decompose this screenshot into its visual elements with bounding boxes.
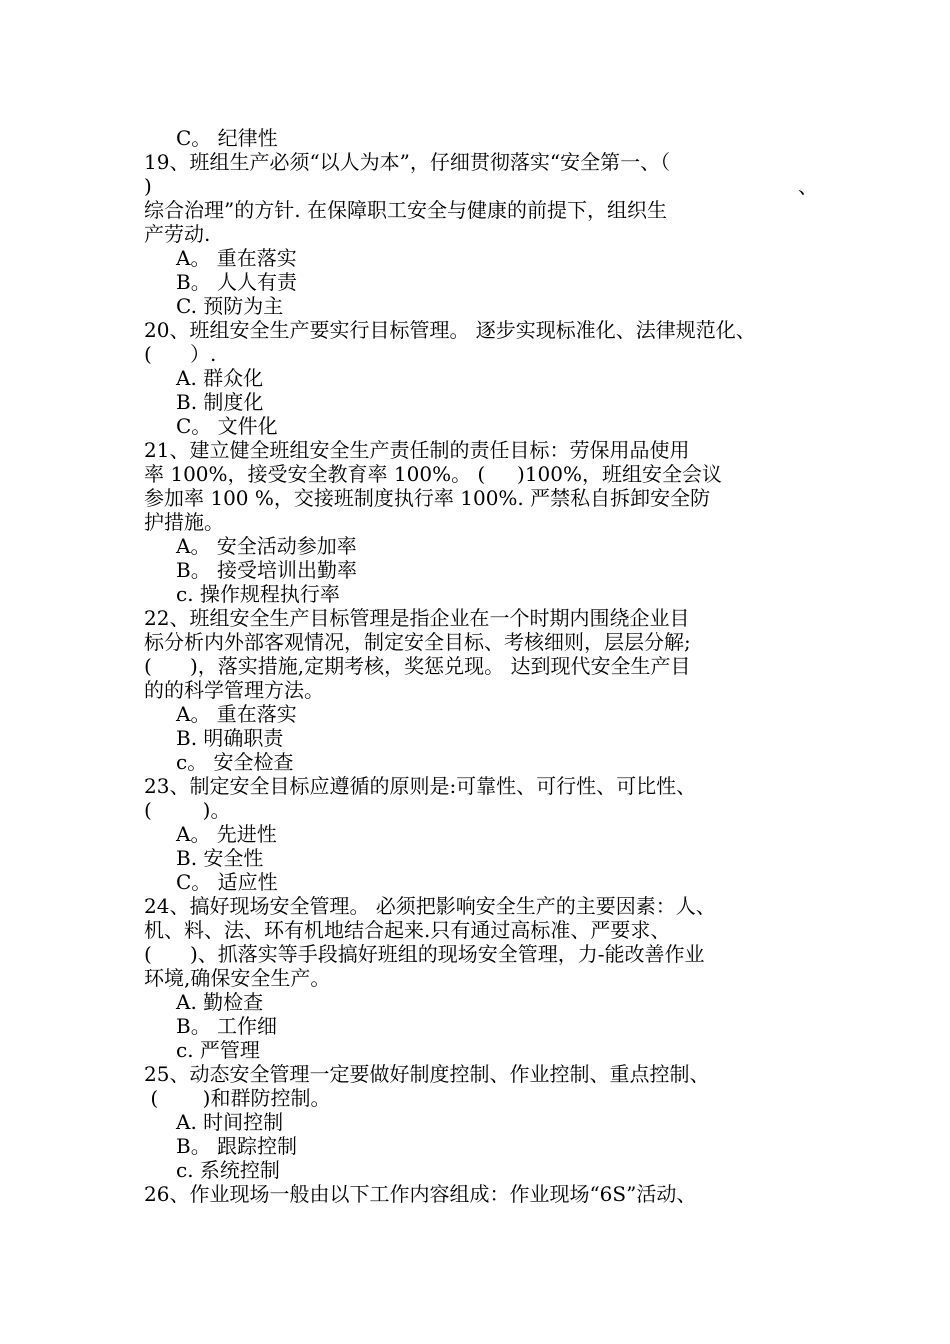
option-b: B. 明确职责 — [176, 726, 284, 750]
option-b: B. 安全性 — [176, 846, 264, 870]
question-line: 机、料、法、环有机地结合起来.只有通过高标准、严要求、 — [144, 918, 671, 942]
option-c: c。 安全检查 — [176, 750, 294, 774]
option-c: C. 预防为主 — [176, 294, 284, 318]
question-line: 综合治理”的方针. 在保障职工安全与健康的前提下，组织生 — [144, 198, 667, 222]
question-line: 产劳动. — [144, 222, 211, 246]
option-b: B。 人人有责 — [176, 270, 298, 294]
question-line: 参加率 100 %，交接班制度执行率 100%. 严禁私自拆卸安全防 — [144, 486, 711, 510]
option-a: A。 先进性 — [176, 822, 277, 846]
blank-right-mark: 、 — [798, 174, 818, 198]
option-a: A. 群众化 — [176, 366, 264, 390]
question-19-line: 19、班组生产必须“以人为本”，仔细贯彻落实“安全第一、（ — [144, 150, 671, 174]
question-line: 的的科学管理方法。 — [144, 678, 324, 702]
question-line: ( )、抓落实等手段搞好班组的现场安全管理，力-能改善作业 — [144, 942, 705, 966]
option-a: A. 勤检查 — [176, 990, 264, 1014]
question-line: ( )。 — [144, 798, 231, 822]
option-a: A。 安全活动参加率 — [176, 534, 357, 558]
question-line: ( )和群防控制。 — [144, 1086, 331, 1110]
option-c: c. 系统控制 — [176, 1158, 280, 1182]
option-b: B。 跟踪控制 — [176, 1134, 298, 1158]
option-c: C。 适应性 — [176, 870, 278, 894]
blank-left-paren: ) — [144, 174, 152, 198]
question-21-line: 21、建立健全班组安全生产责任制的责任目标：劳保用品使用 — [144, 438, 690, 462]
question-22-line: 22、班组安全生产目标管理是指企业在一个时期内围绕企业目 — [144, 606, 690, 630]
question-line: 护措施。 — [144, 510, 224, 534]
question-line: ( )，落实措施,定期考核，奖惩兑现。 达到现代安全生产目 — [144, 654, 691, 678]
question-23-line: 23、制定安全目标应遵循的原则是:可靠性、可行性、可比性、 — [144, 774, 697, 798]
option-b: B。 工作细 — [176, 1014, 278, 1038]
option-a: A. 时间控制 — [176, 1110, 284, 1134]
option-b: B. 制度化 — [176, 390, 264, 414]
option-c: c. 严管理 — [176, 1038, 260, 1062]
blank-line — [144, 174, 818, 198]
option-a: A。 重在落实 — [176, 246, 297, 270]
question-line: 标分析内外部客观情况，制定安全目标、考核细则，层层分解; — [144, 630, 691, 654]
option-line: C。 纪律性 — [176, 126, 278, 150]
question-24-line: 24、搞好现场安全管理。 必须把影响安全生产的主要因素：人、 — [144, 894, 716, 918]
question-20-line: 20、班组安全生产要实行目标管理。 逐步实现标准化、法律规范化、 — [144, 318, 756, 342]
question-line: ( ）. — [144, 342, 217, 366]
option-c: c. 操作规程执行率 — [176, 582, 340, 606]
option-c: C。 文件化 — [176, 414, 278, 438]
question-line: 率 100%，接受安全教育率 100%。 ( )100%，班组安全会议 — [144, 462, 722, 486]
question-25-line: 25、动态安全管理一定要做好制度控制、作业控制、重点控制、 — [144, 1062, 710, 1086]
question-line: 环境,确保安全生产。 — [144, 966, 331, 990]
question-26-line: 26、作业现场一般由以下工作内容组成：作业现场“6S”活动、 — [144, 1182, 697, 1206]
option-b: B。 接受培训出勤率 — [176, 558, 358, 582]
option-a: A。 重在落实 — [176, 702, 297, 726]
